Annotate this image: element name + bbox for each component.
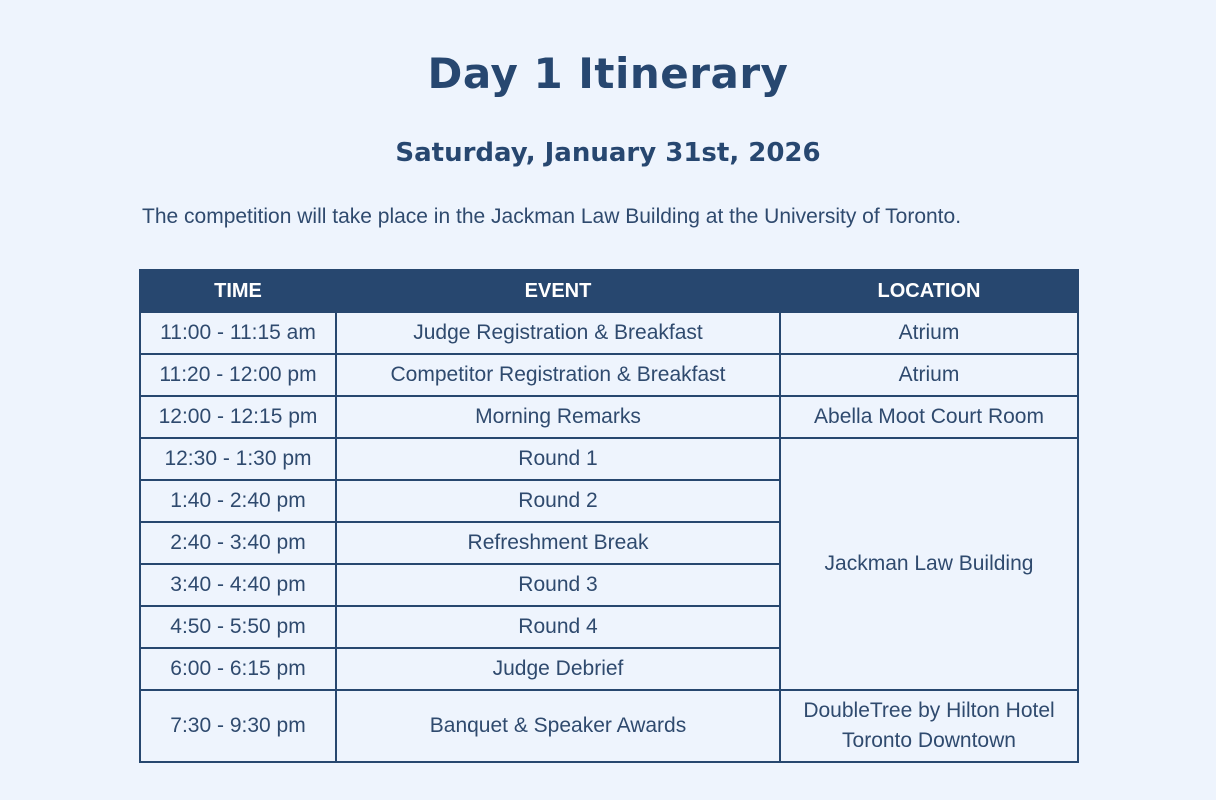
column-header-time: TIME <box>140 270 336 312</box>
event-cell: Morning Remarks <box>336 396 780 438</box>
table-row <box>140 438 1078 480</box>
time-cell: 12:30 - 1:30 pm <box>140 438 336 480</box>
location-line: Toronto Downtown <box>842 729 1016 752</box>
time-cell: 6:00 - 6:15 pm <box>140 648 336 690</box>
itinerary-table <box>139 269 1079 763</box>
location-cell-merged: Jackman Law Building <box>780 438 1078 690</box>
date-subtitle: Saturday, January 31st, 2026 <box>395 138 821 168</box>
page-title: Day 1 Itinerary <box>427 49 789 98</box>
event-cell: Refreshment Break <box>336 522 780 564</box>
event-cell: Judge Registration & Breakfast <box>336 312 780 354</box>
event-cell: Round 1 <box>336 438 780 480</box>
time-cell: 11:20 - 12:00 pm <box>140 354 336 396</box>
time-cell: 12:00 - 12:15 pm <box>140 396 336 438</box>
table-row <box>140 690 1078 762</box>
table-header-row <box>140 270 1078 312</box>
time-cell: 3:40 - 4:40 pm <box>140 564 336 606</box>
event-cell: Competitor Registration & Breakfast <box>336 354 780 396</box>
event-cell: Round 3 <box>336 564 780 606</box>
column-header-location: LOCATION <box>780 270 1078 312</box>
location-cell <box>780 690 1078 762</box>
location-line: DoubleTree by Hilton Hotel <box>803 699 1055 722</box>
event-cell: Round 2 <box>336 480 780 522</box>
intro-text: The competition will take place in the Jackman Law Building at the University of Toronto. <box>142 205 962 228</box>
table-row <box>140 312 1078 354</box>
time-cell: 7:30 - 9:30 pm <box>140 690 336 762</box>
time-cell: 4:50 - 5:50 pm <box>140 606 336 648</box>
location-cell: Atrium <box>780 354 1078 396</box>
table-row <box>140 354 1078 396</box>
table-row <box>140 396 1078 438</box>
event-cell: Judge Debrief <box>336 648 780 690</box>
time-cell: 2:40 - 3:40 pm <box>140 522 336 564</box>
event-cell: Round 4 <box>336 606 780 648</box>
event-cell: Banquet & Speaker Awards <box>336 690 780 762</box>
location-cell: Atrium <box>780 312 1078 354</box>
time-cell: 11:00 - 11:15 am <box>140 312 336 354</box>
column-header-event: EVENT <box>336 270 780 312</box>
time-cell: 1:40 - 2:40 pm <box>140 480 336 522</box>
location-cell: Abella Moot Court Room <box>780 396 1078 438</box>
